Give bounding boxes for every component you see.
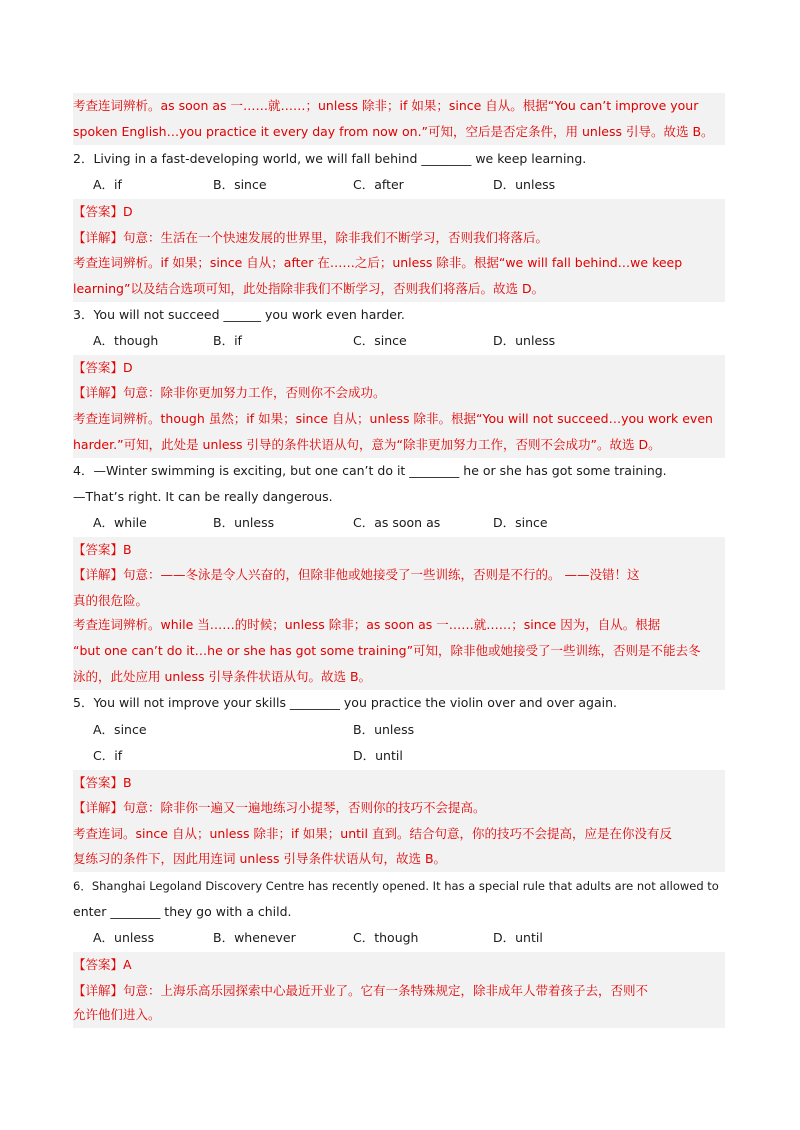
q2-detail-1: 【详解】句意：生活在一个快速发展的世界里，除非我们不断学习，否则我们将落后。 <box>73 225 725 251</box>
q4-detail-5: 泳的，此处应用 unless 引导条件状语从句。故选 B。 <box>73 664 725 690</box>
q4-option-a: A．while <box>93 515 147 530</box>
q6-option-c: C．though <box>353 930 419 945</box>
q5-option-c: C．if <box>93 748 123 763</box>
q5-answer: 【答案】B <box>73 770 725 796</box>
q4-stem-reply: —That’s right. It can be really dangerous. <box>73 489 333 504</box>
q2-answer: 【答案】D <box>73 199 725 225</box>
q2-option-a: A．if <box>93 177 122 192</box>
q2-option-c: C．after <box>353 177 404 192</box>
q3-detail-2: 考查连词辨析。though 虽然；if 如果；since 自从；unless 除非。根据“You will not succeed…you work even <box>73 406 725 432</box>
q2-detail-3: learning”以及结合选项可知，此处指除非我们不断学习，否则我们将落后。故选 D。 <box>73 276 725 302</box>
q3-option-a: A．though <box>93 333 159 348</box>
q4-option-d: D．since <box>493 515 548 530</box>
q6-stem: 6．Shanghai Legoland Discovery Centre has recently opened. It has a special rule that adults are not allowed to <box>73 879 719 893</box>
q2-detail-2: 考查连词辨析。if 如果；since 自从；after 在……之后；unless 除非。根据“we will fall behind…we keep <box>73 250 725 276</box>
q6-option-a: A．unless <box>93 930 155 945</box>
q6-option-d: D．until <box>493 930 543 945</box>
q4-stem: 4．—Winter swimming is exciting, but one can’t do it ________ he or she has got some training. <box>73 463 667 478</box>
q3-option-d: D．unless <box>493 333 556 348</box>
q4-detail-3: 考查连词辨析。while 当……的时候；unless 除非；as soon as 一……就……；since 因为，自从。根据 <box>73 612 725 638</box>
q4-option-c: C．as soon as <box>353 515 441 530</box>
q5-stem: 5．You will not improve your skills ________ you practice the violin over and over again. <box>73 695 618 710</box>
q5-option-a: A．since <box>93 722 147 737</box>
q3-option-b: B．if <box>213 333 242 348</box>
q4-detail-1: 【详解】句意：——冬泳是令人兴奋的，但除非他或她接受了一些训练，否则是不行的。 ——没错！这 <box>73 562 725 588</box>
q1-explanation-line-1: 考查连词辨析。as soon as 一……就……；unless 除非；if 如果；since 自从。根据“You can’t improve your <box>73 93 725 119</box>
q5-option-d: D．until <box>353 748 403 763</box>
q5-detail-2: 考查连词。since 自从；unless 除非；if 如果；until 直到。结合句意，你的技巧不会提高，应是在你没有反 <box>73 821 725 847</box>
q2-option-d: D．unless <box>493 177 556 192</box>
q6-detail-2: 允许他们进入。 <box>73 1002 725 1028</box>
q4-detail-4: “but one can’t do it…he or she has got some training”可知，除非他或她接受了一些训练，否则是不能去冬 <box>73 638 725 664</box>
q3-detail-1: 【详解】句意：除非你更加努力工作，否则你不会成功。 <box>73 380 725 406</box>
q6-detail-1: 【详解】句意：上海乐高乐园探索中心最近开业了。它有一条特殊规定，除非成年人带着孩子去，否则不 <box>73 978 725 1004</box>
q5-detail-1: 【详解】句意：除非你一遍又一遍地练习小提琴，否则你的技巧不会提高。 <box>73 795 725 821</box>
q1-explanation-line-2: spoken English…you practice it every day from now on.”可知，空后是否定条件，用 unless 引导。故选 B。 <box>73 119 725 145</box>
q6-option-b: B．whenever <box>213 930 296 945</box>
q6-stem-cont: enter ________ they go with a child. <box>73 904 292 919</box>
q3-stem: 3．You will not succeed ______ you work even harder. <box>73 307 405 322</box>
q5-option-b: B．unless <box>353 722 415 737</box>
q3-detail-3: harder.”可知，此处是 unless 引导的条件状语从句，意为“除非更加努力工作，否则不会成功”。故选 D。 <box>73 432 725 458</box>
q2-option-b: B．since <box>213 177 267 192</box>
q2-stem: 2．Living in a fast-developing world, we will fall behind ________ we keep learning. <box>73 151 587 166</box>
q5-detail-3: 复练习的条件下，因此用连词 unless 引导条件状语从句，故选 B。 <box>73 846 725 872</box>
q6-answer: 【答案】A <box>73 952 725 978</box>
q4-answer: 【答案】B <box>73 537 725 563</box>
q4-option-b: B．unless <box>213 515 275 530</box>
q3-option-c: C．since <box>353 333 407 348</box>
q3-answer: 【答案】D <box>73 355 725 381</box>
q4-detail-2: 真的很危险。 <box>73 588 725 614</box>
